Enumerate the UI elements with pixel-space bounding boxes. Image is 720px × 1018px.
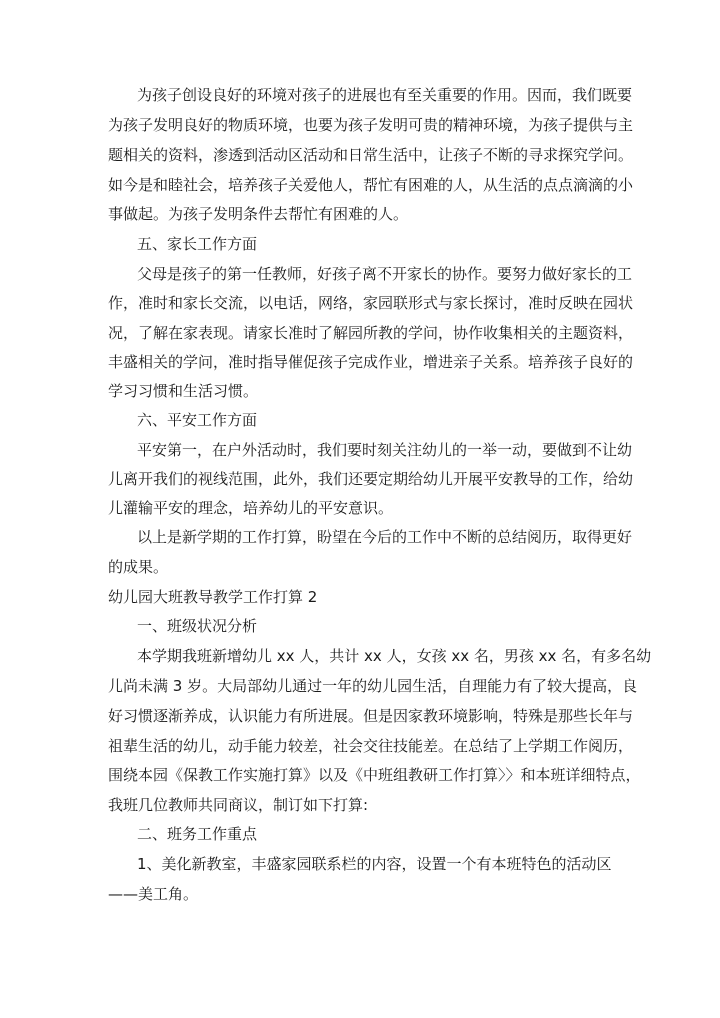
paragraph-line: 学习习惯和生活习惯。 [108, 382, 259, 400]
paragraph-line: ——美工角。 [108, 885, 199, 903]
paragraph-line: 事做起。为孩子发明条件去帮忙有困难的人。 [108, 205, 409, 223]
paragraph-line: 为孩子创设良好的环境对孩子的进展也有至关重要的作用。因而，我们既要 [137, 86, 633, 104]
paragraph-line: 围绕本园《保教工作实施打算》以及《中班组教研工作打算〉〉和本班详细特点， [108, 766, 641, 784]
paragraph-line: 我班几位教师共同商议，制订如下打算: [108, 796, 369, 814]
paragraph-line: 儿灌输平安的理念，培养幼儿的平安意识。 [108, 499, 394, 517]
document-title: 幼儿园大班教导教学工作打算 2 [108, 588, 318, 606]
section-heading: 六、平安工作方面 [137, 411, 258, 429]
section-heading: 一、班级状况分析 [137, 617, 258, 635]
section-heading: 五、家长工作方面 [137, 235, 258, 253]
section-heading: 二、班务工作重点 [137, 825, 258, 843]
paragraph-line: 祖辈生活的幼儿，动手能力较差，社会交往技能差。在总结了上学期工作阅历， [108, 737, 634, 755]
paragraph-line: 儿离开我们的视线范围，此外，我们还要定期给幼儿开展平安教导的工作，给幼 [108, 470, 634, 488]
paragraph-line: 儿尚未满 3 岁。大局部幼儿通过一年的幼儿园生活，自理能力有了较大提高，良 [108, 677, 638, 695]
paragraph-line: 好习惯逐渐养成，认识能力有所进展。但是因家教环境影响，特殊是那些长年与 [108, 707, 634, 725]
paragraph-line: 本学期我班新增幼儿 xx 人，共计 xx 人，女孩 xx 名，男孩 xx 名，有多名幼 [137, 647, 652, 665]
paragraph-line: 的成果。 [108, 558, 169, 576]
paragraph-line: 题相关的资料，渗透到活动区活动和日常生活中，让孩子不断的寻求探究学问。 [108, 146, 634, 164]
paragraph-line: 作，准时和家长交流，以电话，网络，家园联形式与家长探讨，准时反映在园状 [108, 294, 634, 312]
paragraph-line: 丰盛相关的学问，准时指导催促孩子完成作业，增进亲子关系。培养孩子良好的 [108, 353, 634, 371]
paragraph-line: 父母是孩子的第一任教师，好孩子离不开家长的协作。要努力做好家长的工 [137, 265, 633, 283]
paragraph-line: 1、美化新教室，丰盛家园联系栏的内容，设置一个有本班特色的活动区 [137, 855, 612, 873]
paragraph-line: 为孩子发明良好的物质环境，也要为孩子发明可贵的精神环境，为孩子提供与主 [108, 116, 634, 134]
paragraph-line: 如今是和睦社会，培养孩子关爱他人，帮忙有困难的人，从生活的点点滴滴的小 [108, 176, 634, 194]
paragraph-line: 以上是新学期的工作打算，盼望在今后的工作中不断的总结阅历，取得更好 [137, 528, 633, 546]
paragraph-line: 况，了解在家表现。请家长准时了解园所教的学问，协作收集相关的主题资料， [108, 324, 634, 342]
paragraph-line: 平安第一，在户外活动时，我们要时刻关注幼儿的一举一动，要做到不让幼 [137, 441, 633, 459]
